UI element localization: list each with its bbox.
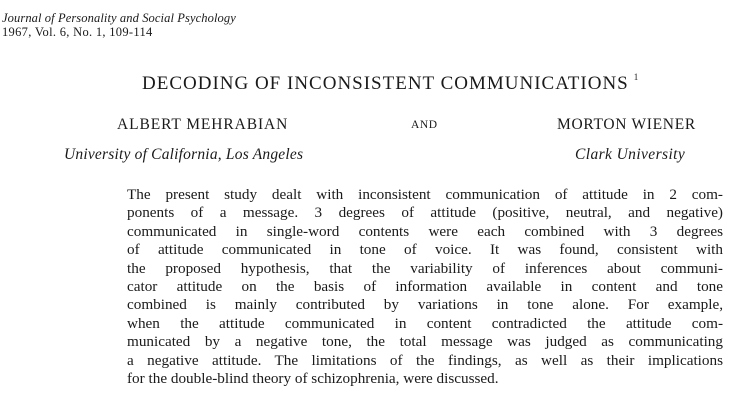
abstract-line: communicated in single-word contents were each combined with 3 degrees [127, 222, 723, 240]
author-name-2: MORTON WIENER [557, 116, 696, 133]
abstract-line: combined is mainly contributed by variations in tone alone. For example, [127, 296, 723, 314]
title-footnote-mark: 1 [633, 72, 639, 82]
abstract-line: a negative attitude. The limitations of the findings, as well as their implications [127, 351, 723, 369]
abstract-line: ponents of a message. 3 degrees of attitude (positive, neutral, and negative) [127, 204, 723, 222]
paper-title-text: DECODING OF INCONSISTENT COMMUNICATIONS [142, 73, 629, 94]
abstract [127, 186, 723, 388]
author-conjunction: AND [411, 119, 438, 131]
paper-title [142, 66, 638, 95]
author-affiliation-2: Clark University [575, 146, 686, 163]
abstract-line: municated by a negative tone, the total message was judged as communicating [127, 333, 723, 351]
abstract-line: of attitude communicated in tone of voice. It was found, consistent with [127, 241, 723, 259]
author-name-1: ALBERT MEHRABIAN [117, 116, 289, 133]
author-affiliation-1: University of California, Los Angeles [64, 146, 304, 163]
abstract-line: when the attitude communicated in content contradicted the attitude com- [127, 314, 723, 332]
abstract-line: cator attitude on the basis of information available in content and tone [127, 277, 723, 295]
abstract-line: The present study dealt with inconsistent communication of attitude in 2 com- [127, 186, 723, 203]
abstract-line: the proposed hypothesis, that the variability of inferences about communi- [127, 259, 723, 277]
journal-citation: 1967, Vol. 6, No. 1, 109-114 [2, 25, 153, 39]
abstract-line: for the double-blind theory of schizophrenia, were discussed. [127, 369, 499, 387]
journal-name: Journal of Personality and Social Psychology [2, 11, 236, 25]
